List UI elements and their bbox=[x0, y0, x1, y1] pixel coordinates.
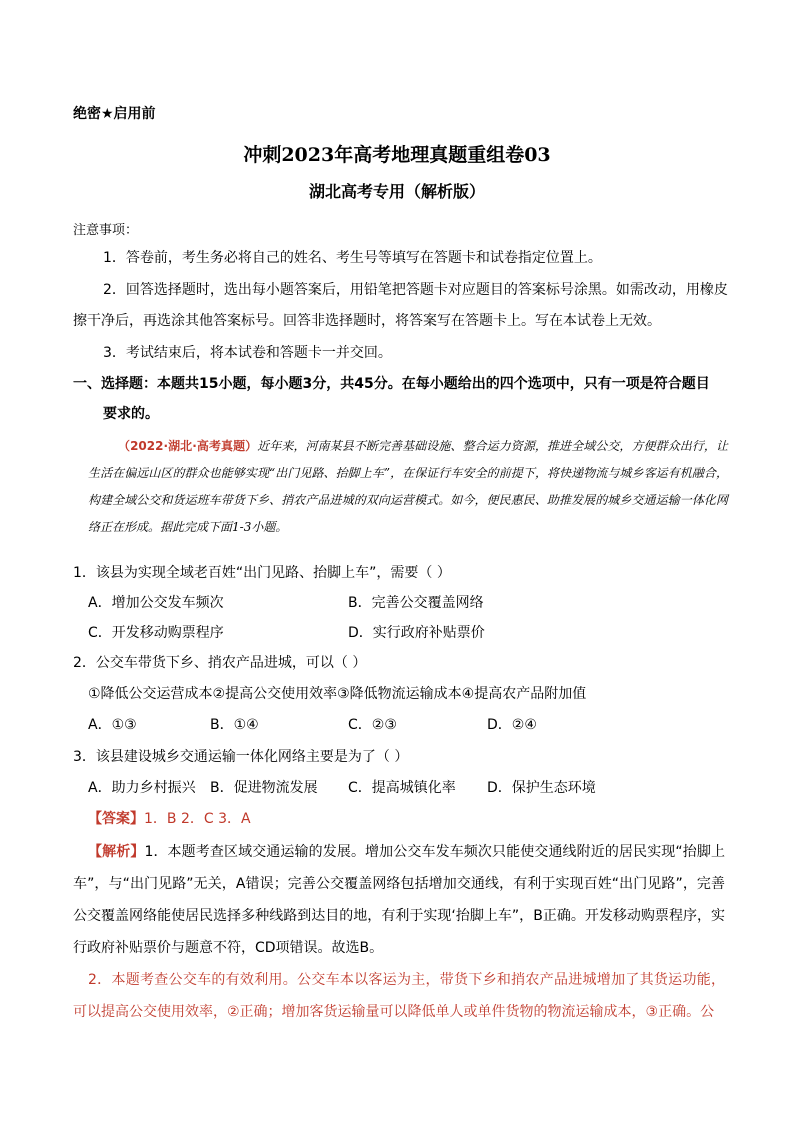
note-item: 1．答卷前，考生务必将自己的姓名、考生号等填写在答题卡和试卷指定位置上。 bbox=[103, 250, 602, 266]
q2-option-c[interactable]: C．②③ bbox=[348, 717, 397, 733]
section-heading: 一、选择题：本题共15小题，每小题3分，共45分。在每小题给出的四个选项中，只有一项是符合题目 bbox=[73, 376, 710, 392]
analysis-paragraph-2: 2．本题考查公交车的有效利用。公交车本以客运为主，带货下乡和捎农产品进城增加了其货运功能，可以提高公交使用效率，②正确；增加客货运输量可以降低单人或单件货物的物流运输成本，③正确。公 bbox=[73, 972, 725, 1020]
question-2-stem: 2．公交车带货下乡、捎农产品进城，可以（ ） bbox=[73, 655, 367, 671]
note-item: 3．考试结束后，将本试卷和答题卡一并交回。 bbox=[103, 345, 392, 361]
reading-passage bbox=[88, 433, 728, 541]
note-item-continued: 擦干净后，再选涂其他答案标号。回答非选择题时，将答案写在答题卡上。写在本试卷上无效。 bbox=[73, 313, 661, 329]
passage-source-tag: （2022·湖北·高考真题） bbox=[118, 439, 258, 453]
q3-option-a[interactable]: A．助力乡村振兴 bbox=[88, 780, 196, 796]
q1-option-c[interactable]: C．开发移动购票程序 bbox=[88, 625, 224, 641]
question-3-stem: 3．该县建设城乡交通运输一体化网络主要是为了（ ） bbox=[73, 749, 409, 765]
q3-option-c[interactable]: C．提高城镇化率 bbox=[348, 780, 456, 796]
answer-value: 1．B 2．C 3．A bbox=[144, 811, 251, 827]
page-title: 冲刺2023年高考地理真题重组卷03 bbox=[243, 144, 551, 166]
answer-line bbox=[88, 809, 251, 829]
notes-heading: 注意事项： bbox=[73, 223, 139, 238]
answer-label: 【答案】 bbox=[88, 811, 144, 827]
analysis-text-1: 1．本题考查区域交通运输的发展。增加公交车发车频次只能使交通线附近的居民实现“抬脚上车”，与“出门见路”无关，A错误；完善公交覆盖网络包括增加交通线，有利于实现百姓“出门见路”，完善公交覆盖网络能使居民选择多种线路到达目的地，有利于实现‘抬脚上车”，B正确。开发移动购票程序，实行政府补贴票价与题意不符，CD项错误。故选B。 bbox=[73, 844, 725, 956]
q2-statements: ①降低公交运营成本②提高公交使用效率③降低物流运输成本④提高农产品附加值 bbox=[88, 686, 587, 702]
q1-option-a[interactable]: A．增加公交发车频次 bbox=[88, 595, 224, 611]
analysis-paragraph-1 bbox=[73, 836, 725, 964]
analysis-label: 【解析】 bbox=[88, 844, 145, 860]
note-item: 2．回答选择题时，选出每小题答案后，用铅笔把答题卡对应题目的答案标号涂黑。如需改动，用橡皮 bbox=[103, 282, 728, 298]
q2-option-a[interactable]: A．①③ bbox=[88, 717, 137, 733]
page-subtitle: 湖北高考专用（解析版） bbox=[308, 182, 485, 201]
q1-option-d[interactable]: D．实行政府补贴票价 bbox=[348, 625, 485, 641]
question-1-stem: 1．该县为实现全域老百姓“出门见路、抬脚上车”，需要（ ） bbox=[73, 565, 451, 581]
q1-option-b[interactable]: B．完善公交覆盖网络 bbox=[348, 595, 484, 611]
section-heading-continued: 要求的。 bbox=[103, 406, 159, 422]
confidential-label: 绝密★启用前 bbox=[73, 106, 156, 122]
q3-option-d[interactable]: D．保护生态环境 bbox=[487, 780, 596, 796]
q2-option-b[interactable]: B．①④ bbox=[210, 717, 259, 733]
q2-option-d[interactable]: D．②④ bbox=[487, 717, 537, 733]
q3-option-b[interactable]: B．促进物流发展 bbox=[210, 780, 318, 796]
passage-text: 近年来，河南某县不断完善基础设施、整合运力资源，推进全域公交，方便群众出行，让生活在偏远山区的群众也能够实现“出门见路、抬脚上车”，在保证行车安全的前提下，将快递物流与城乡客运有机融合，构建全域公交和货运班车带货下乡、捎农产品进城的双向运营模式。如今，便民惠民、助推发展的城乡交通运输一体化网络正在形成。据此完成下面1-3小题。 bbox=[88, 439, 728, 534]
